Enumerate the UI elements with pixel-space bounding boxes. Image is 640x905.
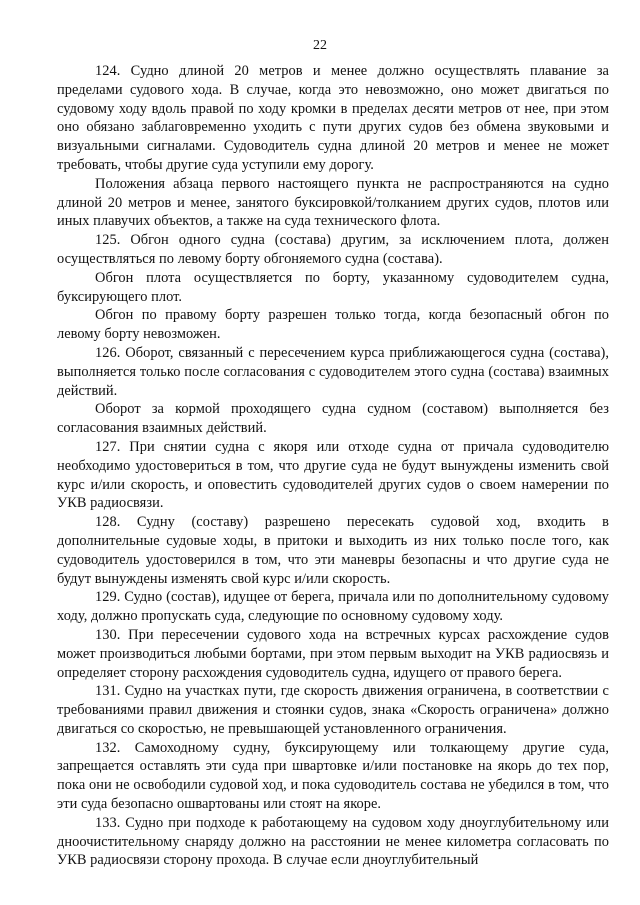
page-number: 22 <box>313 38 327 53</box>
document-body <box>57 62 609 870</box>
paragraph-124-note: Положения абзаца первого настоящего пункта не распространяются на судно длиной 20 метров и менее, занятого буксировкой/толканием других судов, плотов или иных плавучих объектов, а также на суда технического флота. <box>57 175 609 230</box>
paragraph-130: 130. При пересечении судового хода на встречных курсах расхождение судов может производиться любыми бортами, при этом первым выходит на УКВ радиосвязь и определяет сторону расхождения судоводитель судна, идущего от правого берега. <box>57 626 609 681</box>
paragraph-128: 128. Судну (составу) разрешено пересекать судовой ход, входить в дополнительные судовые ходы, в притоки и выходить из них только после того, как судоводитель удостоверился в том, что эти маневры безопасны и что другие суда не будут вынуждены изменять свой курс и/или скорость. <box>57 514 609 587</box>
paragraph-125: 125. Обгон одного судна (состава) другим, за исключением плота, должен осуществляться по левому борту обгоняемого судна (состава). <box>57 232 609 267</box>
paragraph-133: 133. Судно при подходе к работающему на судовом ходу дноуглубительному или дноочистительному снаряду должно на расстоянии не менее километра согласовать по УКВ радиосвязи сторону прохода. В случае если дноуглубительный <box>57 814 609 869</box>
paragraph-127: 127. При снятии судна с якоря или отходе судна от причала судоводителю необходимо удостовериться в том, что другие суда не будут вынуждены изменить свой курс и/или скорость, и оповестить судоводителей других судов о своем намерении по УКВ радиосвязи. <box>57 438 609 512</box>
paragraph-131: 131. Судно на участках пути, где скорость движения ограничена, в соответствии с требованиями правил движения и стоянки судов, знака «Скорость ограничена» должно двигаться со скоростью, не превышающей установленного ограничения. <box>57 683 609 737</box>
paragraph-124: 124. Судно длиной 20 метров и менее должно осуществлять плавание за пределами судового хода. В случае, когда это невозможно, оно может двигаться по судовому ходу вдоль правой по ходу кромки в пределах десяти метров от нее, при этом оно обязано заблаговременно уходить с пути других судов без обмена звуковыми и визуальными сигналами. Судоводитель судна длиной 20 метров и менее не может требовать, чтобы другие суда уступили ему дорогу. <box>57 63 609 173</box>
paragraph-126: 126. Оборот, связанный с пересечением курса приближающегося судна (состава), выполняется только после согласования с судоводителем этого судна (состава) взаимных действий. <box>57 344 609 399</box>
paragraph-132: 132. Самоходному судну, буксирующему или толкающему другие суда, запрещается оставлять эти суда при швартовке и/или постановке на якорь до тех пор, пока они не освободили судовой ход, и пока судоводитель состава не убедился в том, что эти суда безопасно ошвартованы или стоят на якоре. <box>57 739 609 813</box>
paragraph-126-stern: Оборот за кормой проходящего судна судном (составом) выполняется без согласования взаимных действий. <box>57 401 609 437</box>
paragraph-125-raft: Обгон плота осуществляется по борту, указанному судоводителем судна, буксирующего плот. <box>57 269 609 305</box>
paragraph-129: 129. Судно (состав), идущее от берега, причала или по дополнительному судовому ходу, должно пропускать суда, следующие по основному судовому ходу. <box>57 589 609 625</box>
paragraph-125-starboard: Обгон по правому борту разрешен только тогда, когда безопасный обгон по левому борту невозможен. <box>57 307 609 343</box>
